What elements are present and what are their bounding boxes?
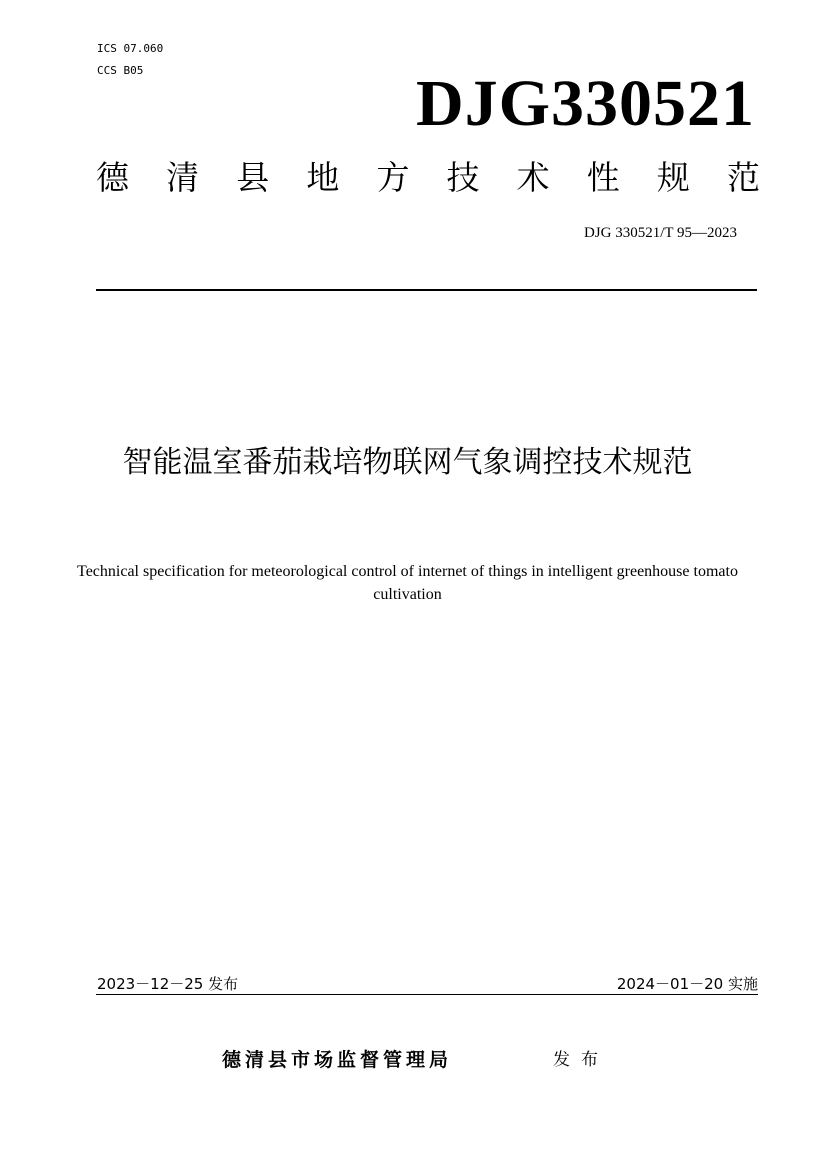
document-title-english: Technical specification for meteorological control of internet of things in intelligent greenhouse tomato cultivation — [77, 563, 738, 603]
standard-type-char: 范 — [726, 158, 760, 197]
issue-label: 发布 — [553, 1050, 609, 1070]
implementation-date: 2024－01－20 实施 — [616, 975, 758, 993]
standard-type-char: 德 — [96, 158, 129, 197]
standard-number: DJG 330521/T 95—2023 — [583, 225, 737, 241]
standard-type-char: 性 — [586, 158, 620, 197]
document-title-chinese: 智能温室番茄栽培物联网气象调控技术规范 — [122, 445, 693, 480]
standard-type-char: 地 — [306, 158, 340, 197]
standard-type-title — [96, 156, 760, 200]
standard-code-heading: DJG330521 — [416, 67, 755, 140]
ics-code: ICS 07.060 — [97, 42, 164, 55]
standard-type-char: 技 — [446, 158, 480, 197]
footer-divider — [96, 994, 758, 995]
issue-date: 2023－12－25 发布 — [97, 975, 239, 993]
header-divider — [96, 289, 757, 291]
ccs-code: CCS B05 — [97, 64, 144, 77]
standard-type-char: 术 — [516, 158, 550, 197]
standard-type-char: 规 — [656, 158, 690, 197]
standard-type-char: 县 — [236, 158, 270, 197]
standard-type-char: 方 — [376, 158, 410, 197]
standard-type-char: 清 — [166, 158, 200, 197]
issuing-authority: 德清县市场监督管理局 — [222, 1049, 453, 1071]
